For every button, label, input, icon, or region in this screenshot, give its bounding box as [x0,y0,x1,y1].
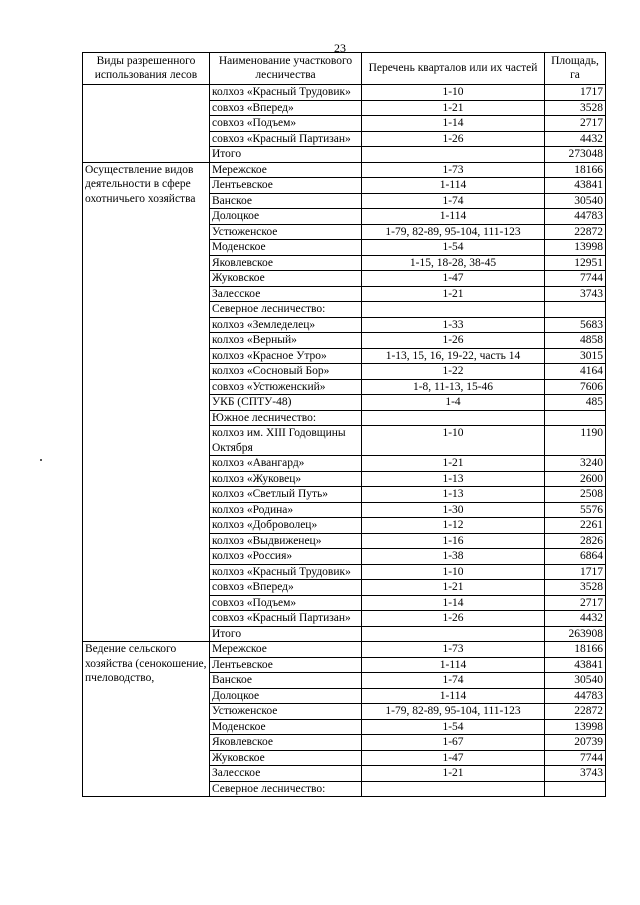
area-name-cell: Итого [210,147,362,163]
quarters-cell: 1-30 [362,502,545,518]
area-size-cell: 18166 [545,642,606,658]
quarters-cell: 1-114 [362,657,545,673]
area-name-cell: Лентьевское [210,657,362,673]
quarters-cell: 1-73 [362,162,545,178]
area-name-cell: совхоз «Вперед» [210,580,362,596]
area-name-cell: совхоз «Красный Партизан» [210,131,362,147]
area-size-cell: 485 [545,395,606,411]
area-name-cell: Залесское [210,286,362,302]
quarters-cell: 1-15, 18-28, 38-45 [362,255,545,271]
area-name-cell: Долоцкое [210,209,362,225]
quarters-cell: 1-26 [362,611,545,627]
quarters-cell: 1-12 [362,518,545,534]
area-name-cell: колхоз «Красный Трудовик» [210,85,362,101]
area-name-cell: колхоз «Красное Утро» [210,348,362,364]
quarters-cell [362,302,545,318]
quarters-cell: 1-21 [362,456,545,472]
quarters-cell [362,781,545,797]
header-area: Наименование участкового лесничества [210,53,362,85]
area-size-cell: 43841 [545,178,606,194]
area-name-cell: совхоз «Красный Партизан» [210,611,362,627]
area-name-cell: Устюженское [210,224,362,240]
area-size-cell: 6864 [545,549,606,565]
area-size-cell: 263908 [545,626,606,642]
table-row [83,85,606,101]
quarters-cell: 1-47 [362,750,545,766]
area-name-cell: Итого [210,626,362,642]
area-size-cell: 1717 [545,564,606,580]
quarters-cell: 1-74 [362,193,545,209]
area-name-cell: колхоз «Жуковец» [210,471,362,487]
quarters-cell: 1-13 [362,471,545,487]
area-name-cell: Ванское [210,193,362,209]
area-name-cell: колхоз «Родина» [210,502,362,518]
area-size-cell: 2508 [545,487,606,503]
area-size-cell: 5683 [545,317,606,333]
area-name-cell: колхоз «Россия» [210,549,362,565]
area-name-cell: Жуковское [210,271,362,287]
quarters-cell: 1-10 [362,426,545,456]
area-size-cell: 273048 [545,147,606,163]
area-size-cell: 2826 [545,533,606,549]
area-size-cell: 44783 [545,209,606,225]
area-size-cell: 30540 [545,673,606,689]
area-size-cell: 43841 [545,657,606,673]
quarters-cell: 1-114 [362,209,545,225]
area-size-cell: 7606 [545,379,606,395]
header-size: Площадь, га [545,53,606,85]
area-name-cell: Долоцкое [210,688,362,704]
area-size-cell: 18166 [545,162,606,178]
area-size-cell: 4164 [545,364,606,380]
area-name-cell: Жуковское [210,750,362,766]
area-size-cell: 20739 [545,735,606,751]
quarters-cell: 1-14 [362,595,545,611]
area-size-cell: 3528 [545,580,606,596]
area-size-cell: 4432 [545,131,606,147]
quarters-cell: 1-21 [362,100,545,116]
quarters-cell: 1-21 [362,580,545,596]
area-name-cell: Северное лесничество: [210,302,362,318]
quarters-cell: 1-14 [362,116,545,132]
table-header-row [83,53,606,85]
area-name-cell: колхоз «Авангард» [210,456,362,472]
use-type-cell [83,85,210,163]
quarters-cell: 1-74 [362,673,545,689]
area-name-cell: УКБ (СПТУ-48) [210,395,362,411]
area-name-cell: совхоз «Подъем» [210,595,362,611]
quarters-cell: 1-79, 82-89, 95-104, 111-123 [362,224,545,240]
quarters-cell: 1-21 [362,766,545,782]
quarters-cell: 1-26 [362,131,545,147]
quarters-cell: 1-114 [362,178,545,194]
area-name-cell: совхоз «Подъем» [210,116,362,132]
area-name-cell: колхоз «Верный» [210,333,362,349]
area-size-cell: 3240 [545,456,606,472]
area-size-cell: 1717 [545,85,606,101]
area-size-cell: 2600 [545,471,606,487]
quarters-cell: 1-67 [362,735,545,751]
area-size-cell: 22872 [545,224,606,240]
area-name-cell: колхоз «Доброволец» [210,518,362,534]
area-name-cell: Южное лесничество: [210,410,362,426]
area-size-cell [545,410,606,426]
area-name-cell: Моденское [210,240,362,256]
area-name-cell: Яковлевское [210,735,362,751]
header-use: Виды разрешенного использования лесов [83,53,210,85]
area-name-cell: Лентьевское [210,178,362,194]
area-size-cell: 2717 [545,116,606,132]
area-size-cell: 3743 [545,766,606,782]
quarters-cell [362,410,545,426]
quarters-cell: 1-54 [362,719,545,735]
area-name-cell: Моденское [210,719,362,735]
area-name-cell: Мережское [210,642,362,658]
scan-speck [40,459,42,461]
table-body [83,85,606,797]
quarters-cell: 1-13, 15, 16, 19-22, часть 14 [362,348,545,364]
area-size-cell [545,781,606,797]
quarters-cell: 1-13 [362,487,545,503]
area-size-cell [545,302,606,318]
quarters-cell: 1-4 [362,395,545,411]
area-name-cell: колхоз им. XIII Годовщины Октября [210,426,362,456]
quarters-cell: 1-47 [362,271,545,287]
area-size-cell: 2261 [545,518,606,534]
quarters-cell: 1-54 [362,240,545,256]
quarters-cell: 1-73 [362,642,545,658]
area-name-cell: совхоз «Вперед» [210,100,362,116]
table-row [83,642,606,658]
quarters-cell: 1-114 [362,688,545,704]
area-name-cell: Северное лесничество: [210,781,362,797]
area-size-cell: 30540 [545,193,606,209]
area-name-cell: Залесское [210,766,362,782]
area-size-cell: 13998 [545,240,606,256]
area-name-cell: колхоз «Красный Трудовик» [210,564,362,580]
area-name-cell: Яковлевское [210,255,362,271]
area-size-cell: 3015 [545,348,606,364]
area-size-cell: 4858 [545,333,606,349]
quarters-cell: 1-10 [362,85,545,101]
quarters-cell: 1-38 [362,549,545,565]
area-size-cell: 3528 [545,100,606,116]
area-size-cell: 1190 [545,426,606,456]
quarters-cell [362,147,545,163]
area-name-cell: колхоз «Выдвиженец» [210,533,362,549]
quarters-cell: 1-26 [362,333,545,349]
area-size-cell: 22872 [545,704,606,720]
area-size-cell: 12951 [545,255,606,271]
use-type-cell: Ведение сельского хозяйства (сенокошение, пчеловодство, [83,642,210,797]
area-name-cell: колхоз «Сосновый Бор» [210,364,362,380]
quarters-cell: 1-21 [362,286,545,302]
area-size-cell: 5576 [545,502,606,518]
area-size-cell: 3743 [545,286,606,302]
area-name-cell: колхоз «Светлый Путь» [210,487,362,503]
quarters-cell [362,626,545,642]
area-name-cell: совхоз «Устюженский» [210,379,362,395]
area-size-cell: 4432 [545,611,606,627]
quarters-cell: 1-33 [362,317,545,333]
quarters-cell: 1-22 [362,364,545,380]
area-size-cell: 44783 [545,688,606,704]
quarters-cell: 1-79, 82-89, 95-104, 111-123 [362,704,545,720]
header-quarters: Перечень кварталов или их частей [362,53,545,85]
quarters-cell: 1-8, 11-13, 15-46 [362,379,545,395]
quarters-cell: 1-16 [362,533,545,549]
area-name-cell: Ванское [210,673,362,689]
area-name-cell: колхоз «Земледелец» [210,317,362,333]
page-number: 23 [334,41,346,55]
use-type-cell: Осуществление видов деятельности в сфере охотничьего хозяйства [83,162,210,642]
area-name-cell: Устюженское [210,704,362,720]
area-size-cell: 2717 [545,595,606,611]
forest-use-table [82,52,606,797]
area-size-cell: 7744 [545,271,606,287]
area-size-cell: 7744 [545,750,606,766]
quarters-cell: 1-10 [362,564,545,580]
table-row [83,162,606,178]
area-name-cell: Мережское [210,162,362,178]
area-size-cell: 13998 [545,719,606,735]
